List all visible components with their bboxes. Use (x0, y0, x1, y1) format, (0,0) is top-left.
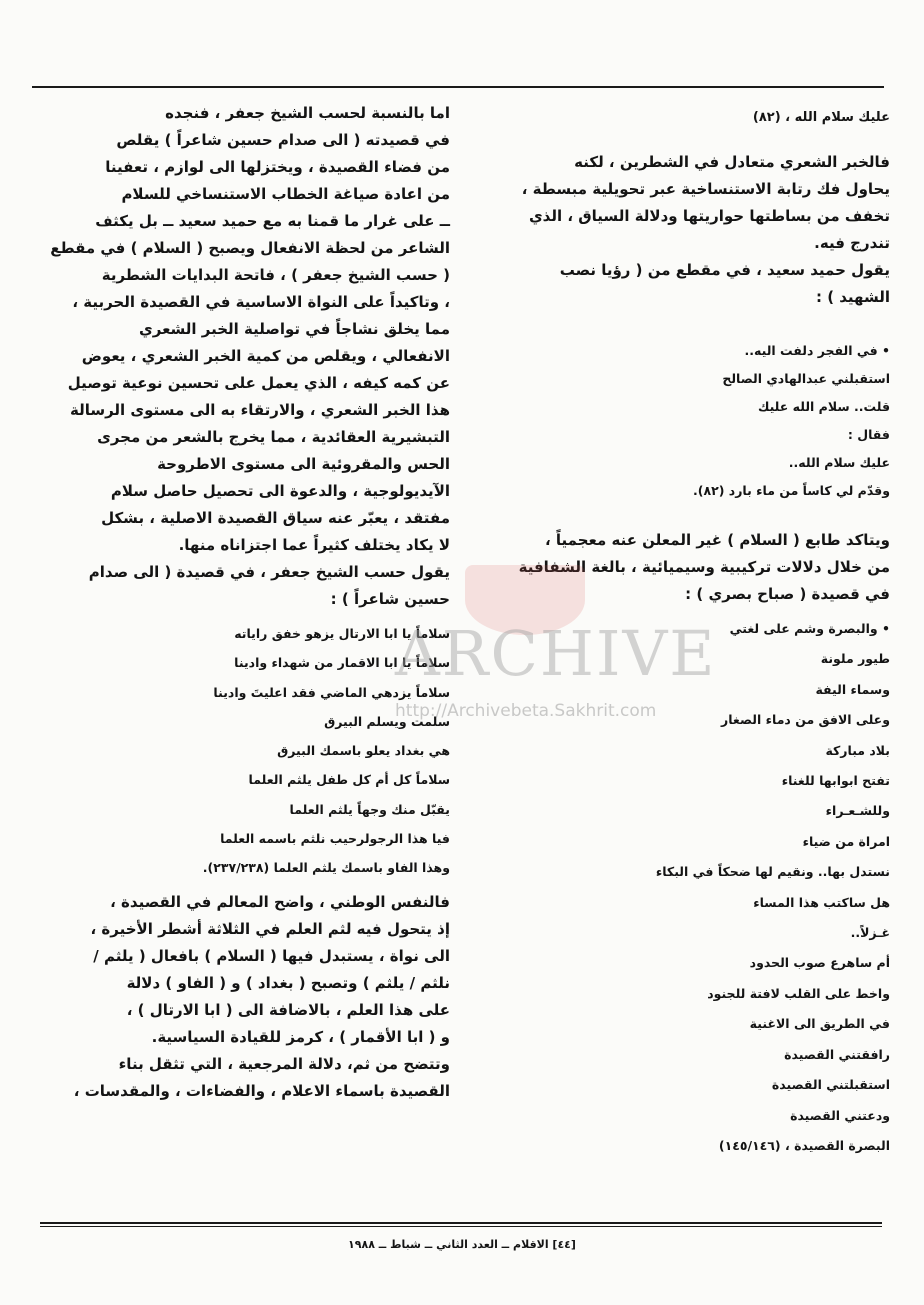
right-column (478, 100, 890, 1161)
text-line: تخفف من بساطتها حواريتها ودلالة السياق ، الذي (528, 207, 890, 225)
text-line: نلثم / يلثم ) وتصبح ( بغداد ) و ( الفاو ) دلالة (126, 973, 450, 992)
text-line: من فضاء القصيدة ، ويختزلها الى لوازم ، تعفينا (105, 158, 450, 176)
poem-line: سلاماً يا ابا الارتال يزهو خفق راياته (234, 626, 450, 641)
text-line: مفتقد ، يعبّر عنه سياق القصيدة الاصلية ، بشكل (101, 509, 450, 527)
poem-line: واخط على القلب لافتة للجنود (707, 985, 890, 1001)
text-line: ــ على غرار ما قمنا به مع حميد سعيد ــ بل يكثف (95, 212, 450, 230)
text-line: الانفعالي ، ويقلص من كمية الخبر الشعري ، يعوض (81, 347, 450, 365)
poem-line: • والبصرة وشم على لغتي (729, 621, 890, 636)
poem-line: بلاد مباركة (825, 742, 890, 758)
text-line: الشهيد ) : (815, 288, 890, 306)
poem-line: البصرة القصيدة ، (١٤٥/١٤٦) (718, 1137, 890, 1153)
text-line: هذا الخبر الشعري ، والارتقاء به الى مستوى الرسالة (69, 401, 450, 419)
text-line: فالخبر الشعري متعادل في الشطرين ، لكنه (574, 153, 890, 171)
text-line: لا يكاد يختلف كثيراً عما اجتزاناه منها. (178, 536, 450, 554)
bottom-rule (40, 1222, 882, 1224)
text-line: من خلال دلالات تركيبية وسيميائية ، بالغة الشفافية (518, 558, 890, 576)
paragraph (30, 559, 450, 613)
poem-line: سلاماً يزدهي الماضي فقد اعليتَ وادينا (213, 684, 450, 700)
poem-line: هي بغداد يعلو باسمك البيرق (277, 743, 450, 759)
poem-line: سلمت ويسلم البيرق (324, 713, 450, 729)
poem-line: وللشـعـراء (825, 803, 890, 819)
text-line: القصيدة باسماء الاعلام ، والفضاءات ، والمقدسات ، (73, 1081, 450, 1100)
poem-line: استقبلتني القصيدة (771, 1077, 890, 1093)
text-line: ويتاكد طابع ( السلام ) غير المعلن عنه معجمياً ، (544, 531, 890, 549)
poem-excerpt (478, 337, 890, 505)
page-footer: [٤٤] الاقلام ــ العدد الثاني ــ شباط ــ ١٩٨٨ (348, 1238, 576, 1251)
poem-line: في الطريق الى الاغنية (749, 1016, 890, 1032)
bottom-rule-thin (40, 1226, 882, 1227)
text-line: حسين شاعراً ) : (330, 590, 450, 608)
poem-line: قلت.. سلام الله عليك (757, 399, 890, 414)
poem-line: • في الفجر دلفت اليه.. (744, 343, 890, 358)
text-line: عن كمه كيفه ، الذي يعمل على تحسين نوعية توصيل (67, 374, 450, 392)
paragraph (30, 100, 450, 559)
poem-line: هل ساكتب هذا المساء (753, 894, 890, 910)
reference-line: عليك سلام الله ، (٨٢) (752, 110, 890, 125)
text-line: تندرج فيه. (814, 234, 890, 252)
text-line: اما بالنسبة لحسب الشيخ جعفر ، فنجده (165, 104, 450, 122)
paragraph (478, 527, 890, 608)
text-line: وتتضح من ثم، دلالة المرجعية ، التي تثقل بناء (118, 1054, 450, 1073)
text-line: الى نواة ، يستبدل فيها ( السلام ) بافعال ( يلثم / (93, 946, 450, 965)
poem-line: سلاماً كل أم كل طفل يلثم العلما (248, 772, 450, 788)
poem-line: نستدل بها.. ونقيم لها ضحكاً في البكاء (655, 864, 890, 880)
text-line: و ( ابا الأقمار ) ، كرمز للقيادة السياسية. (151, 1027, 450, 1046)
text-line: إذ يتحول فيه لثم العلم في الثلاثة أشطر الأخيرة ، (90, 919, 450, 938)
text-line: على هذا العلم ، بالاضافة الى ( ابا الارتال ) ، (126, 1000, 450, 1019)
text-line: فالنفس الوطني ، واضح المعالم في القصيدة ، (110, 892, 450, 911)
paragraph (30, 1051, 450, 1105)
text-line: الحس والمقروئية الى مستوى الاطروحة (157, 455, 450, 473)
text-line: في قصيدة ( صباح بصري ) : (685, 585, 890, 603)
text-line: من اعادة صياغة الخطاب الاستنساخي للسلام (121, 185, 450, 203)
text-line: الشاعر من لحظة الانفعال ويصبح ( السلام ) في مقطع (50, 239, 450, 257)
poem-line: وقدّم لي كاساً من ماء بارد (٨٢). (693, 483, 890, 498)
text-line: يقول حسب الشيخ جعفر ، في قصيدة ( الى صدام (88, 563, 450, 581)
poem-line: استقبلني عبدالهادي الصالح (722, 371, 890, 386)
poem-line: رافقتني القصيدة (784, 1046, 890, 1062)
left-column (30, 100, 450, 1105)
poem-line: طيور ملونة (820, 651, 890, 667)
watermark-title: ARCHIVE (395, 617, 717, 690)
paragraph (478, 149, 890, 257)
text-line: ( حسب الشيخ جعفر ) ، فاتحة البدايات الشطرية (101, 266, 450, 284)
watermark-url: http://Archivebeta.Sakhrit.com (395, 701, 657, 721)
text-line: ، وتاكيداً على النواة الاساسية في القصيدة الحربية ، (72, 293, 450, 311)
poem-line: وهذا الفاو باسمك يلثم العلما (٢٣٧/٢٣٨). (202, 860, 450, 876)
text-line: مما يخلق نشاجاً في تواصلية الخبر الشعري (138, 320, 450, 338)
poem-excerpt (30, 619, 450, 883)
poem-line: وسماء اليفة (815, 681, 890, 697)
poem-line: عليك سلام الله.. (788, 455, 890, 470)
poem-line: غـزلاً.. (850, 925, 890, 941)
poem-line: ودعتني القصيدة (790, 1107, 890, 1123)
poem-excerpt (478, 614, 890, 1161)
paragraph (30, 889, 450, 1051)
text-line: يقول حميد سعيد ، في مقطع من ( رؤيا نصب (559, 261, 890, 279)
top-rule (32, 86, 884, 88)
text-line: يحاول فك رتابة الاستنساخية عبر تحويلية مبسطة ، (521, 180, 890, 198)
poem-line: وعلى الافق من دماء الصغار (721, 712, 890, 728)
poem-line: امراة من ضياء (802, 833, 890, 849)
text-line: التبشيرية العقائدية ، مما يخرج بالشعر من مجرى (97, 428, 450, 446)
text-line: الآيديولوجية ، والدعوة الى تحصيل حاصل سلام (110, 482, 450, 500)
poem-line: سلاماً يا ابا الاقمار من شهداء وادينا (234, 655, 450, 671)
poem-line: تفتح ابوابها للغناء (781, 773, 890, 789)
text-line: في قصيدته ( الى صدام حسين شاعراً ) يقلص (116, 131, 450, 149)
poem-line: فقال : (847, 427, 890, 442)
poem-line: يقبّل منك وجهاً يلثم العلما (289, 801, 450, 817)
poem-line: فيا هذا الرجولرحيب نلثم باسمه العلما (220, 831, 450, 847)
paragraph (478, 257, 890, 311)
poem-line: أم ساهرع صوب الحدود (749, 955, 890, 971)
